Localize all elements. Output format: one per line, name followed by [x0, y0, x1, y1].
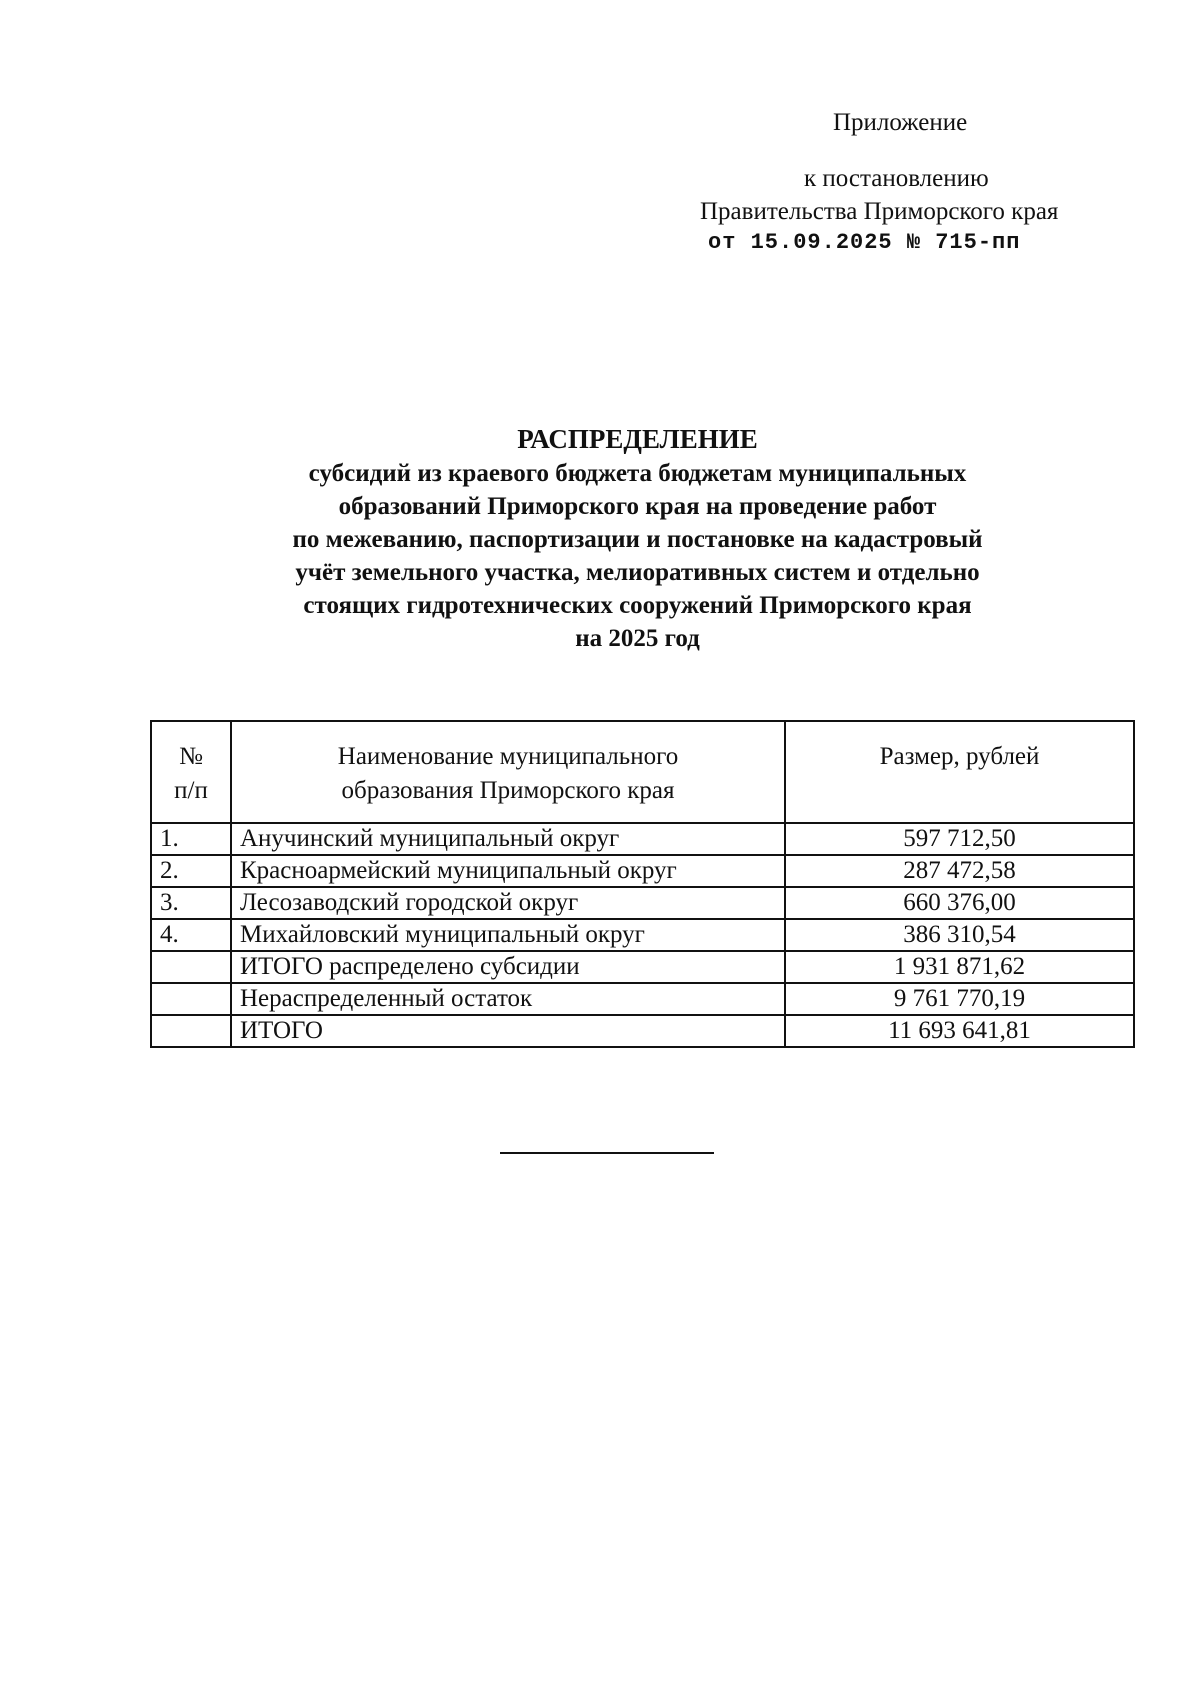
- row-number: 1.: [151, 823, 231, 855]
- table-row: [151, 919, 1134, 951]
- row-amount: 1 931 871,62: [785, 951, 1134, 983]
- appendix-title: Приложение: [833, 109, 968, 136]
- table-row: [151, 983, 1134, 1015]
- row-amount: 11 693 641,81: [785, 1015, 1134, 1047]
- table-header-row: [151, 721, 1134, 823]
- row-name: ИТОГО: [231, 1015, 785, 1047]
- end-divider: [500, 1152, 714, 1154]
- appendix-block: [700, 106, 1120, 258]
- row-amount: 597 712,50: [785, 823, 1134, 855]
- row-amount: 9 761 770,19: [785, 983, 1134, 1015]
- document-title: РАСПРЕДЕЛЕНИЕ: [517, 424, 758, 454]
- heading-line: образований Приморского края на проведение работ: [338, 493, 937, 520]
- row-name: Красноармейский муниципальный округ: [231, 855, 785, 887]
- row-name: ИТОГО распределено субсидии: [231, 951, 785, 983]
- appendix-date-number: от 15.09.2025 № 715-пп: [708, 230, 1021, 255]
- table-row: [151, 1015, 1134, 1047]
- document-heading: [150, 421, 1125, 655]
- row-number: 4.: [151, 919, 231, 951]
- row-name: Нераспределенный остаток: [231, 983, 785, 1015]
- table-row: [151, 951, 1134, 983]
- header-name-line1: Наименование муниципального: [337, 743, 679, 770]
- header-name-line2: образования Приморского края: [341, 777, 675, 804]
- row-name: Лесозаводский городской округ: [231, 887, 785, 919]
- heading-line: по межеванию, паспортизации и постановке на кадастровый: [292, 526, 983, 553]
- row-amount: 287 472,58: [785, 855, 1134, 887]
- heading-line: учёт земельного участка, мелиоративных систем и отдельно: [295, 559, 980, 586]
- heading-line: на 2025 год: [575, 625, 700, 652]
- table-row: [151, 887, 1134, 919]
- header-number-line2: п/п: [174, 777, 208, 804]
- row-number: [151, 1015, 231, 1047]
- appendix-reference: к постановлению: [804, 165, 989, 192]
- row-amount: 386 310,54: [785, 919, 1134, 951]
- appendix-government: Правительства Приморского края: [700, 198, 1059, 225]
- row-number: [151, 983, 231, 1015]
- table-row: [151, 823, 1134, 855]
- table-row: [151, 855, 1134, 887]
- header-number-line1: №: [179, 743, 203, 770]
- header-number: [151, 721, 231, 823]
- row-number: 2.: [151, 855, 231, 887]
- heading-line: субсидий из краевого бюджета бюджетам муниципальных: [308, 460, 967, 487]
- row-name: Анучинский муниципальный округ: [231, 823, 785, 855]
- distribution-table: [150, 720, 1135, 1048]
- row-amount: 660 376,00: [785, 887, 1134, 919]
- row-number: 3.: [151, 887, 231, 919]
- heading-line: стоящих гидротехнических сооружений Приморского края: [303, 592, 972, 619]
- row-name: Михайловский муниципальный округ: [231, 919, 785, 951]
- header-name: [231, 721, 785, 823]
- header-amount: Размер, рублей: [785, 721, 1134, 823]
- row-number: [151, 951, 231, 983]
